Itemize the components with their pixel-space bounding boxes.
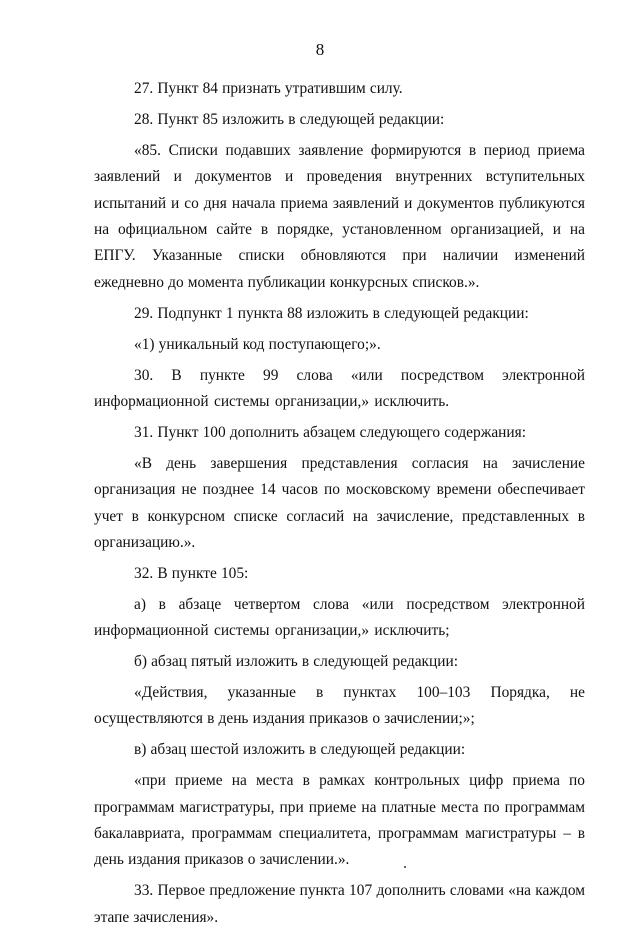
document-body bbox=[94, 76, 585, 936]
paragraph-100-text: «В день завершения представления согласия на зачисление организация не позднее 14 часов по московскому времени обеспечивает учет в конкурсном списке согласий на зачисление, представленных в организацию.». bbox=[94, 454, 585, 551]
paragraph-85-text: «85. Списки подавших заявление формируются в период приема заявлений и документов и проведения внутренних вступительных испытаний и со дня начала приема заявлений и документов публикуются на официальном сайте в порядке, установленном организацией, и на ЕПГУ. Указанные списки обновляются при наличии изменений ежедневно до момента публикации конкурсных списков.». bbox=[94, 141, 585, 291]
paragraph-28: 28. Пункт 85 изложить в следующей редакции: bbox=[134, 110, 445, 128]
paragraph-88-text: «1) уникальный код поступающего;». bbox=[134, 335, 381, 353]
paragraph-33: 33. Первое предложение пункта 107 дополнить словами «на каждом этапе зачисления». bbox=[94, 882, 585, 926]
paragraph-29: 29. Подпункт 1 пункта 88 изложить в следующей редакции: bbox=[134, 304, 529, 322]
page-number: 8 bbox=[315, 40, 325, 59]
paragraph-32: 32. В пункте 105: bbox=[134, 564, 249, 582]
paragraph-27: 27. Пункт 84 признать утратившим силу. bbox=[134, 80, 403, 97]
paragraph-30: 30. В пункте 99 слова «или посредством электронной информационной системы организации,» исключить. bbox=[94, 366, 585, 410]
paragraph-32-c: в) абзац шестой изложить в следующей редакции: bbox=[134, 741, 466, 759]
paragraph-31: 31. Пункт 100 дополнить абзацем следующего содержания: bbox=[134, 423, 526, 441]
paragraph-32-b: б) абзац пятый изложить в следующей редакции: bbox=[134, 653, 458, 671]
paragraph-32-a: а) в абзаце четвертом слова «или посредством электронной информационной системы организации,» исключить; bbox=[94, 595, 585, 640]
paragraph-105-sixth-text: «при приеме на места в рамках контрольных цифр приема по программам магистратуры, при приеме на платные места по программам бакалавриата, программам специалитета, программам магистратуры – в день издания приказов о зачислении.». bbox=[94, 772, 585, 869]
paragraph-105-fifth-text: «Действия, указанные в пунктах 100–103 Порядка, не осуществляются в день издания приказов о зачислении;»; bbox=[94, 684, 585, 728]
scan-dot-mark bbox=[404, 866, 406, 868]
